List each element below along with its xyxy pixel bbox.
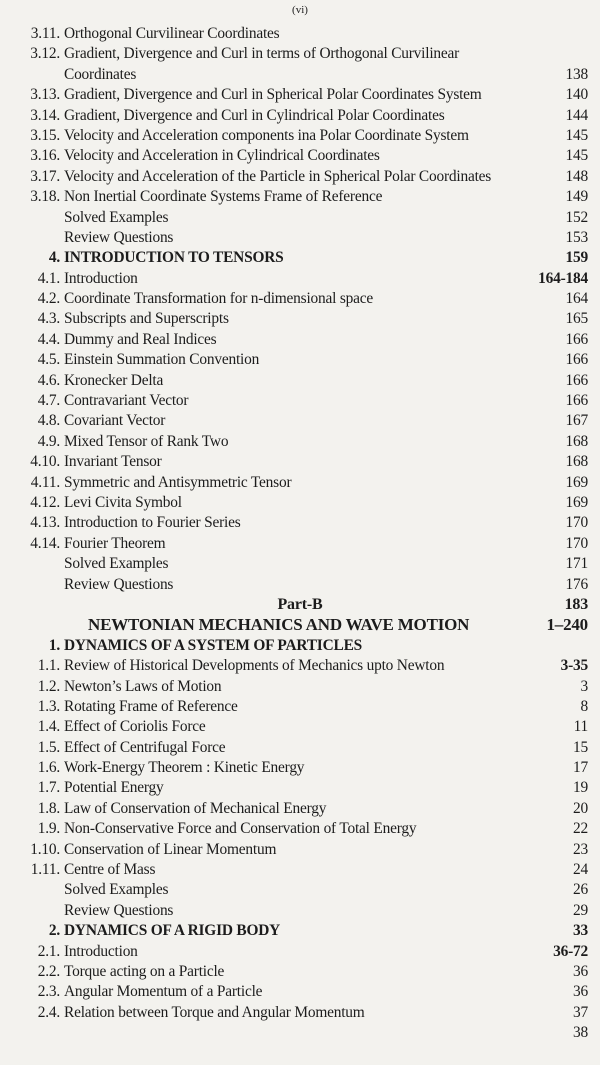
toc-entry-title: Dummy and Real Indices — [64, 330, 217, 348]
toc-entry-number: 4.14. — [30, 534, 60, 552]
toc-entry-title: Work-Energy Theorem : Kinetic Energy — [64, 759, 305, 777]
toc-entry-title: Symmetric and Antisymmetric Tensor — [64, 473, 292, 491]
toc-entry — [0, 85, 600, 105]
toc-entry — [0, 534, 600, 554]
toc-entry — [0, 473, 600, 493]
toc-entry-title: Newton’s Laws of Motion — [64, 677, 222, 695]
toc-entry — [0, 187, 600, 207]
toc-entry-number: 1.4. — [37, 718, 60, 736]
toc-entry — [0, 146, 600, 166]
toc-entry-page: 8 — [580, 697, 588, 715]
toc-entry — [0, 371, 600, 391]
toc-entry-title: Covariant Vector — [64, 412, 166, 430]
toc-entry-page: 37 — [573, 1003, 588, 1021]
toc-entry-number: 1. — [48, 636, 60, 654]
toc-entry-page: 23 — [573, 840, 588, 858]
toc-entry-page: 11 — [573, 718, 588, 736]
toc-entry-page: 165 — [565, 310, 588, 328]
table-of-contents — [0, 24, 600, 1044]
toc-entry-page: 183 — [564, 595, 588, 613]
toc-entry-title: Rotating Frame of Reference — [64, 697, 238, 715]
toc-entry — [0, 330, 600, 350]
toc-entry-title: Introduction to Fourier Series — [64, 514, 241, 532]
toc-entry — [0, 126, 600, 146]
toc-entry-title: Coordinate Transformation for n-dimensional space — [64, 290, 374, 308]
toc-entry — [0, 819, 600, 839]
toc-entry-title: Solved Examples — [64, 555, 169, 573]
toc-entry — [0, 554, 600, 574]
toc-entry-number: 4.6. — [37, 371, 60, 389]
toc-entry-title: Gradient, Divergence and Curl in terms of Orthogonal Curvilinear Coordinates — [64, 45, 460, 83]
toc-entry-title: Gradient, Divergence and Curl in Cylindrical Polar Coordinates — [64, 106, 445, 124]
toc-entry-title: Conservation of Linear Momentum — [64, 840, 277, 858]
toc-entry-title: DYNAMICS OF A SYSTEM OF PARTICLES — [64, 636, 363, 654]
toc-entry — [0, 697, 600, 717]
toc-entry — [0, 1003, 600, 1023]
toc-entry-number: 2.3. — [37, 983, 60, 1001]
toc-entry-page: 170 — [565, 534, 588, 552]
toc-entry-title: Effect of Coriolis Force — [64, 718, 206, 736]
toc-entry-page: 36 — [573, 962, 588, 980]
toc-entry — [0, 799, 600, 819]
toc-entry-number: 1.2. — [37, 677, 60, 695]
toc-entry-page: 17 — [573, 759, 588, 777]
toc-entry-number: 2.2. — [37, 962, 60, 980]
toc-entry — [0, 840, 600, 860]
toc-entry — [0, 677, 600, 697]
toc-entry-number: 1.7. — [37, 779, 60, 797]
toc-entry — [0, 615, 600, 635]
toc-entry-title: Subscripts and Superscripts — [64, 310, 229, 328]
toc-entry — [0, 758, 600, 778]
toc-entry-title: Torque acting on a Particle — [64, 962, 225, 980]
toc-entry-number: 4.10. — [30, 453, 60, 471]
toc-entry — [0, 24, 600, 44]
toc-entry-page: 148 — [565, 167, 588, 185]
toc-entry-page: 24 — [573, 861, 588, 879]
toc-entry-number: 4.3. — [37, 310, 60, 328]
toc-entry-page: 36 — [573, 983, 588, 1001]
toc-entry — [0, 636, 600, 656]
page-number: (vi) — [292, 4, 308, 16]
toc-entry-number: 4.7. — [37, 392, 60, 410]
toc-entry-number: 4.4. — [37, 330, 60, 348]
toc-entry-page: 166 — [565, 371, 588, 389]
toc-entry-number: 3.16. — [30, 147, 60, 165]
toc-entry — [0, 921, 600, 941]
toc-entry — [0, 656, 600, 676]
toc-entry-number: 3.12. — [30, 45, 60, 63]
toc-entry-page: 145 — [565, 147, 588, 165]
toc-entry-title: Review of Historical Developments of Mechanics upto Newton — [64, 657, 445, 675]
toc-entry-title: NEWTONIAN MECHANICS AND WAVE MOTION — [88, 615, 470, 635]
toc-entry-title: Fourier Theorem — [64, 534, 166, 552]
toc-entry-page: 149 — [565, 188, 588, 206]
toc-entry-page: 19 — [573, 779, 588, 797]
toc-entry-page: 164 — [565, 290, 588, 308]
toc-entry-number: 3.11. — [30, 25, 60, 42]
toc-entry-page: 170 — [565, 514, 588, 532]
toc-entry-page: 1–240 — [546, 615, 588, 635]
toc-entry — [0, 228, 600, 248]
toc-entry — [0, 595, 600, 615]
toc-entry-title: Einstein Summation Convention — [64, 351, 260, 369]
toc-entry-number: 1.11. — [30, 861, 60, 879]
toc-entry-page: 38 — [573, 1024, 588, 1042]
toc-entry-number: 1.1. — [37, 657, 60, 675]
toc-entry-title: INTRODUCTION TO TENSORS — [64, 249, 284, 267]
toc-entry-number: 3.14. — [30, 106, 60, 124]
toc-entry — [0, 309, 600, 329]
toc-entry-number: 4.11. — [30, 473, 60, 491]
toc-entry-number: 2. — [48, 922, 60, 940]
toc-entry-number: 1.3. — [37, 697, 60, 715]
toc-entry-page: 22 — [573, 820, 588, 838]
toc-entry-title: Angular Momentum of a Particle — [64, 983, 263, 1001]
toc-entry-page: 140 — [565, 86, 588, 104]
toc-entry — [0, 962, 600, 982]
toc-entry-page: 159 — [565, 249, 588, 267]
toc-entry-title: Introduction — [64, 942, 138, 960]
toc-entry-page: 167 — [565, 412, 588, 430]
toc-entry-title: Centre of Mass — [64, 861, 156, 879]
toc-entry — [0, 289, 600, 309]
toc-entry-page: 33 — [573, 922, 588, 940]
toc-entry-page: 138 — [565, 65, 588, 83]
toc-entry-page: 36-72 — [553, 942, 588, 960]
toc-entry-page: 145 — [565, 126, 588, 144]
toc-entry-number: 1.5. — [37, 738, 60, 756]
toc-entry-title: Review Questions — [64, 228, 174, 246]
toc-entry-title: DYNAMICS OF A RIGID BODY — [64, 922, 281, 940]
toc-entry-number: 4.5. — [37, 351, 60, 369]
toc-entry-title: Review Questions — [64, 901, 174, 919]
toc-entry-title: Solved Examples — [64, 881, 169, 899]
toc-entry-title: Review Questions — [64, 575, 174, 593]
toc-entry-title: Velocity and Acceleration in Cylindrical Coordinates — [64, 147, 380, 165]
toc-entry-title: Gradient, Divergence and Curl in Spherical Polar Coordinates System — [64, 86, 482, 104]
toc-entry-page: 171 — [565, 555, 588, 573]
toc-entry-number: 3.17. — [30, 167, 60, 185]
toc-entry — [0, 44, 600, 85]
toc-entry-number: 4.12. — [30, 494, 60, 511]
toc-entry — [0, 880, 600, 900]
toc-entry-title: Contravariant Vector — [64, 392, 189, 410]
toc-entry-page: 164-184 — [538, 269, 588, 287]
toc-entry — [0, 432, 600, 452]
toc-entry-number: 4.8. — [37, 412, 60, 430]
toc-entry-number: 4.2. — [37, 290, 60, 308]
toc-entry-number: 2.1. — [37, 942, 60, 960]
toc-entry-title: Non-Conservative Force and Conservation of Total Energy — [64, 820, 417, 838]
toc-entry-page: 144 — [565, 106, 588, 124]
toc-entry-title: Mixed Tensor of Rank Two — [64, 432, 229, 450]
toc-entry-number: 3.18. — [30, 188, 60, 206]
toc-entry — [0, 575, 600, 595]
toc-entry-number: 4.9. — [37, 432, 60, 450]
toc-entry — [0, 942, 600, 962]
toc-entry-title: Introduction — [64, 269, 138, 287]
toc-entry-number: 4.13. — [30, 514, 60, 532]
toc-entry-title: Velocity and Acceleration components ina Polar Coordinate System — [64, 126, 469, 144]
toc-entry-page: 3-35 — [560, 657, 588, 675]
toc-entry-number: 1.10. — [30, 840, 60, 858]
toc-entry-title: Non Inertial Coordinate Systems Frame of Reference — [64, 188, 383, 206]
toc-entry-page: 169 — [565, 494, 588, 511]
toc-entry — [0, 391, 600, 411]
toc-entry — [0, 982, 600, 1002]
toc-entry — [0, 167, 600, 187]
toc-entry-number: 3.13. — [30, 86, 60, 104]
toc-entry — [0, 901, 600, 921]
toc-entry-page: 153 — [565, 228, 588, 246]
toc-entry-number: 1.8. — [37, 799, 60, 817]
toc-entry-title: Orthogonal Curvilinear Coordinates — [64, 25, 280, 42]
toc-entry — [0, 248, 600, 268]
toc-entry — [0, 860, 600, 880]
toc-entry-number: 3.15. — [30, 126, 60, 144]
toc-entry-title: Part-B — [277, 595, 323, 613]
toc-entry-page: 3 — [580, 677, 588, 695]
toc-entry-number: 1.6. — [37, 759, 60, 777]
toc-entry-number: 4.1. — [37, 269, 60, 287]
toc-entry-title: Potential Energy — [64, 779, 164, 797]
toc-entry-page: 168 — [565, 432, 588, 450]
toc-entry-page: 20 — [573, 799, 588, 817]
toc-entry — [0, 411, 600, 431]
toc-entry — [0, 778, 600, 798]
toc-entry-page: 26 — [573, 881, 588, 899]
toc-entry — [0, 1023, 600, 1043]
toc-entry — [0, 493, 600, 513]
toc-entry-title: Levi Civita Symbol — [64, 494, 182, 511]
toc-entry — [0, 513, 600, 533]
toc-entry-title: Effect of Centrifugal Force — [64, 738, 226, 756]
toc-entry-number: 1.9. — [37, 820, 60, 838]
toc-entry-page: 166 — [565, 330, 588, 348]
toc-entry-number: 4. — [48, 249, 60, 267]
toc-entry-title: Solved Examples — [64, 208, 169, 226]
toc-entry-page: 166 — [565, 351, 588, 369]
toc-entry-page: 169 — [565, 473, 588, 491]
toc-entry — [0, 717, 600, 737]
toc-entry-title: Invariant Tensor — [64, 453, 162, 471]
toc-entry — [0, 738, 600, 758]
toc-entry-title: Law of Conservation of Mechanical Energy — [64, 799, 327, 817]
toc-entry-title: Relation between Torque and Angular Momentum — [64, 1003, 365, 1021]
toc-entry — [0, 350, 600, 370]
toc-entry-title: Kronecker Delta — [64, 371, 164, 389]
toc-entry-page: 166 — [565, 392, 588, 410]
toc-entry — [0, 208, 600, 228]
toc-entry — [0, 269, 600, 289]
toc-entry-page: 152 — [565, 208, 588, 226]
toc-entry — [0, 106, 600, 126]
toc-entry-page: 15 — [573, 738, 588, 756]
toc-entry-number: 2.4. — [37, 1003, 60, 1021]
toc-entry-title: Velocity and Acceleration of the Particle in Spherical Polar Coordinates — [64, 167, 492, 185]
toc-entry-page: 168 — [565, 453, 588, 471]
toc-entry-page: 29 — [573, 901, 588, 919]
toc-entry — [0, 452, 600, 472]
toc-entry-page: 176 — [565, 575, 588, 593]
